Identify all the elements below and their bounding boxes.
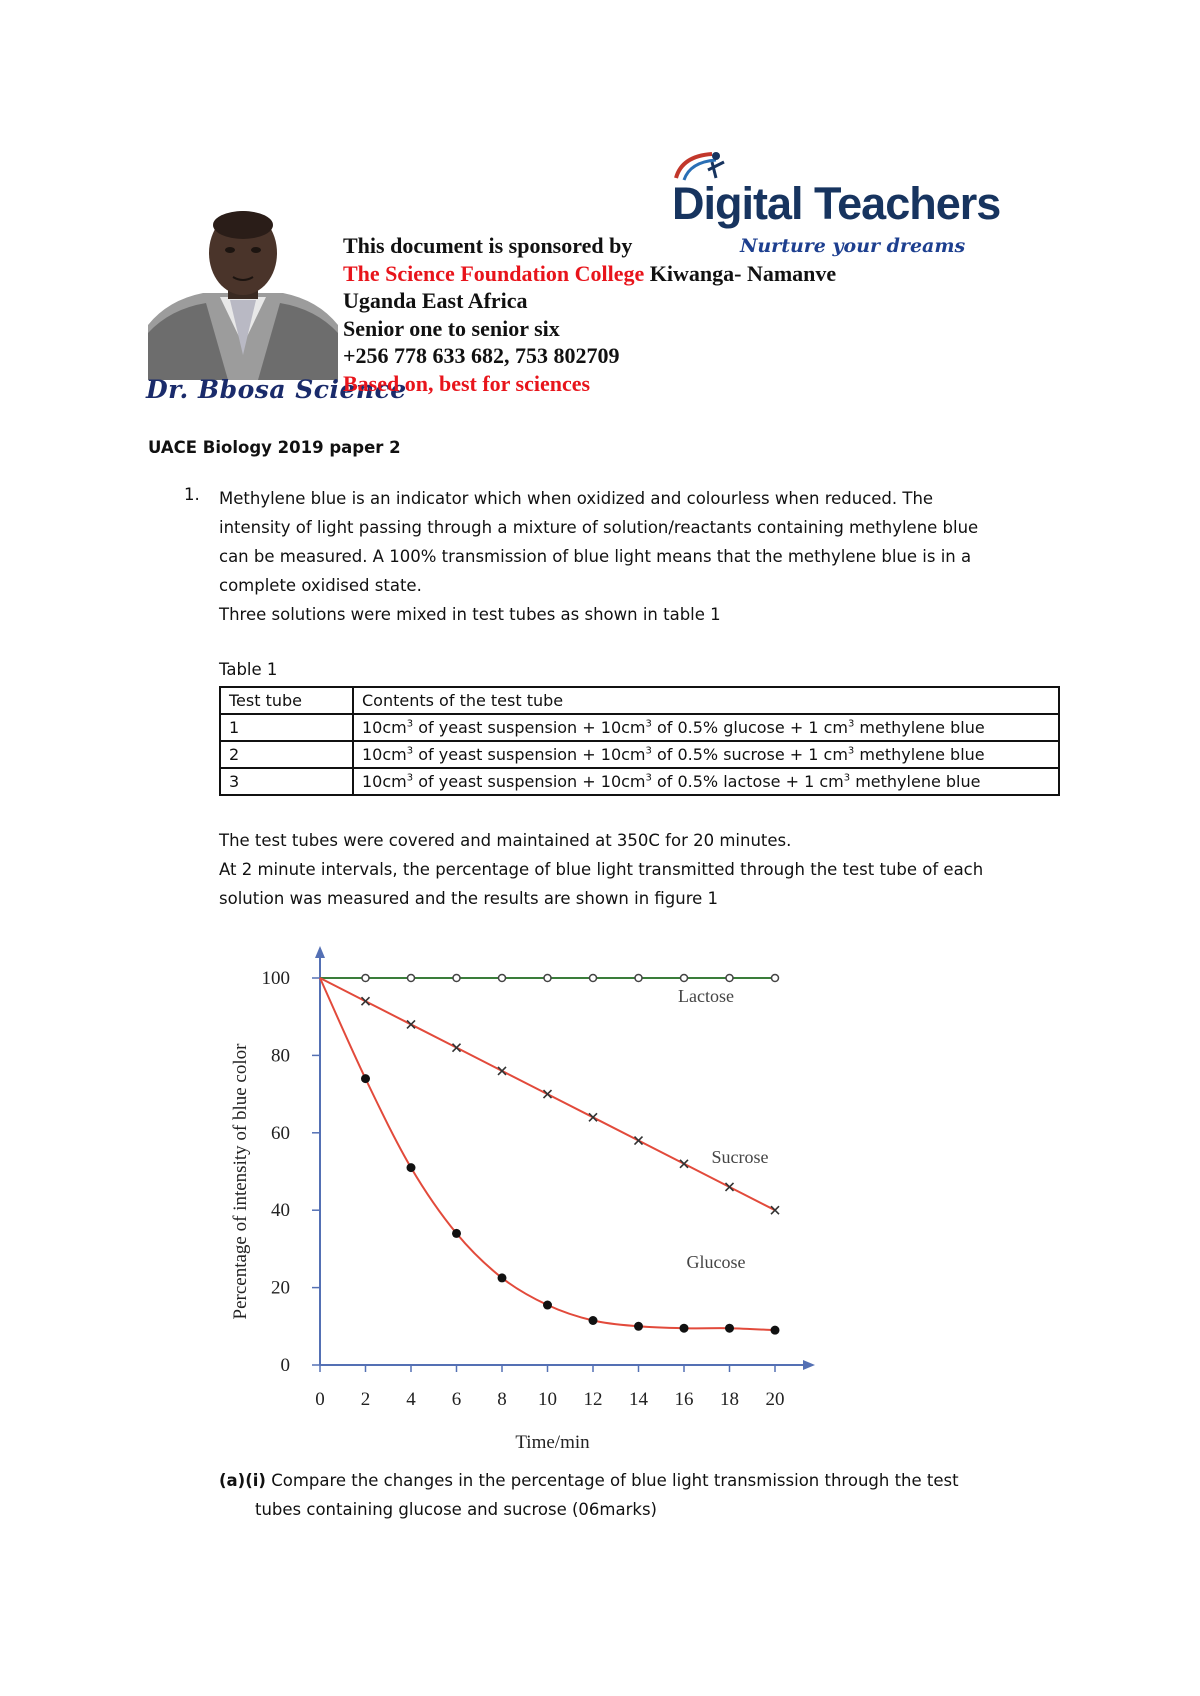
question-label: (a)(i) <box>219 1471 266 1490</box>
contents-cell: $10cm^3$ of yeast suspension + $10cm^3$ of 0.5% lactose + 1 $cm^3$ methylene blue <box>353 768 1059 795</box>
contents-cell: $10cm^3$ of yeast suspension + $10cm^3$ of 0.5% glucose + 1 $cm^3$ methylene blue <box>353 714 1059 741</box>
paragraph-line: can be measured. A 100% transmission of blue light means that the methylene blue is in a <box>219 547 972 566</box>
sponsor-line: Senior one to senior six <box>343 315 560 341</box>
glucose-data-point <box>634 1322 643 1331</box>
question-a-i <box>219 1466 959 1524</box>
tube-cell: 3 <box>220 768 353 795</box>
question-line <box>219 1466 959 1495</box>
experiment-description <box>219 826 983 913</box>
figure-1-chart <box>210 945 850 1455</box>
glucose-data-point <box>407 1163 416 1172</box>
x-tick-label: 4 <box>406 1389 416 1410</box>
sucrose-data-point <box>635 1137 643 1145</box>
tube-cell: 1 <box>220 714 353 741</box>
lactose-data-point <box>499 975 506 982</box>
x-tick-label: 14 <box>629 1389 648 1410</box>
x-tick-label: 0 <box>315 1389 325 1410</box>
question-line: tubes containing glucose and sucrose (06marks) <box>255 1500 657 1519</box>
question-1-text <box>219 484 978 629</box>
page-title: UACE Biology 2019 paper 2 <box>148 438 401 457</box>
sucrose-data-point <box>771 1206 779 1214</box>
glucose-data-point <box>680 1324 689 1333</box>
x-tick-label: 18 <box>720 1389 739 1410</box>
x-tick-label: 6 <box>451 1389 462 1410</box>
sponsor-photo <box>148 205 338 380</box>
x-tick-label: 12 <box>583 1389 603 1410</box>
table-caption: Table 1 <box>219 660 278 679</box>
sucrose-data-point <box>498 1067 506 1075</box>
paragraph-line: Three solutions were mixed in test tubes as shown in table 1 <box>219 605 721 624</box>
tube-cell: 2 <box>220 741 353 768</box>
glucose-data-point <box>543 1301 552 1310</box>
x-axis-arrow-icon <box>803 1360 815 1370</box>
glucose-data-point <box>589 1316 598 1325</box>
paragraph-line: At 2 minute intervals, the percentage of blue light transmitted through the test tube of each <box>219 860 984 879</box>
paragraph-line: Methylene blue is an indicator which when oxidized and colourless when reduced. The <box>219 489 934 508</box>
table-row <box>220 714 1059 741</box>
sponsor-line: Uganda East Africa <box>343 288 528 313</box>
lactose-data-point <box>408 975 415 982</box>
question-text: Compare the changes in the percentage of blue light transmission through the test <box>265 1471 959 1490</box>
sponsor-phone: +256 778 633 682, 753 802709 <box>343 343 620 368</box>
sucrose-data-point <box>453 1044 461 1052</box>
y-axis-label: Percentage of intensity of blue color <box>230 1043 251 1320</box>
college-location: Kiwanga- Namanve <box>644 260 837 286</box>
x-tick-label: 2 <box>360 1389 371 1410</box>
question-number: 1. <box>184 485 200 504</box>
header-cell: Contents of the test tube <box>353 687 1059 714</box>
lactose-data-point <box>453 975 460 982</box>
glucose-series-line <box>320 978 775 1330</box>
lactose-data-point <box>726 975 733 982</box>
glucose-data-point <box>361 1074 370 1083</box>
person-portrait-image <box>148 205 338 380</box>
table-1 <box>219 686 1060 796</box>
sucrose-data-point <box>407 1020 415 1028</box>
digital-teachers-title: Digital Teachers <box>672 178 1001 229</box>
sucrose-data-point <box>589 1113 597 1121</box>
x-tick-label: 8 <box>497 1389 507 1410</box>
y-tick-label: 60 <box>271 1122 290 1144</box>
lactose-data-point <box>544 975 551 982</box>
lactose-data-point <box>590 975 597 982</box>
y-axis-arrow-icon <box>315 946 325 958</box>
college-name: The Science Foundation College <box>343 260 645 286</box>
sponsor-college-line <box>343 260 836 288</box>
sucrose-data-point <box>726 1183 734 1191</box>
glucose-data-point <box>452 1229 461 1238</box>
y-tick-label: 40 <box>271 1200 290 1222</box>
x-axis-label: Time/min <box>515 1432 590 1453</box>
sucrose-data-point <box>362 997 370 1005</box>
header-cell: Test tube <box>220 687 353 714</box>
y-tick-label: 80 <box>271 1045 290 1067</box>
glucose-data-point <box>725 1324 734 1333</box>
signature-logo: Dr. Bbosa Science <box>146 375 407 404</box>
sucrose-data-point <box>544 1090 552 1098</box>
paragraph-line: intensity of light passing through a mixture of solution/reactants containing methylene blue <box>219 518 979 537</box>
glucose-series-label: Glucose <box>686 1252 746 1272</box>
lactose-data-point <box>772 975 779 982</box>
lactose-data-point <box>635 975 642 982</box>
lactose-data-point <box>681 975 688 982</box>
glucose-data-point <box>771 1326 780 1335</box>
glucose-data-point <box>498 1273 507 1282</box>
y-tick-label: 20 <box>271 1277 290 1299</box>
x-tick-label: 16 <box>674 1389 694 1410</box>
digital-teachers-tagline: Nurture your dreams <box>740 235 966 257</box>
y-tick-label: 0 <box>280 1355 290 1376</box>
lactose-series-label: Lactose <box>678 986 734 1006</box>
sponsor-motto: Based on, best for sciences <box>343 370 591 396</box>
contents-cell: $10cm^3$ of yeast suspension + $10cm^3$ of 0.5% sucrose + 1 $cm^3$ methylene blue <box>353 741 1059 768</box>
paragraph-line: solution was measured and the results are shown in figure 1 <box>219 889 719 908</box>
sucrose-data-point <box>680 1160 688 1168</box>
sucrose-series-label: Sucrose <box>711 1147 769 1167</box>
x-tick-label: 20 <box>765 1389 785 1410</box>
sponsor-line: This document is sponsored by <box>343 233 633 258</box>
table-row <box>220 768 1059 795</box>
y-tick-label: 100 <box>261 968 290 989</box>
table-row <box>220 741 1059 768</box>
paragraph-line: complete oxidised state. <box>219 576 422 595</box>
lactose-data-point <box>362 975 369 982</box>
paragraph-line: The test tubes were covered and maintained at 350C for 20 minutes. <box>219 831 792 850</box>
x-tick-label: 10 <box>538 1389 557 1410</box>
table-header-row <box>220 687 1059 714</box>
